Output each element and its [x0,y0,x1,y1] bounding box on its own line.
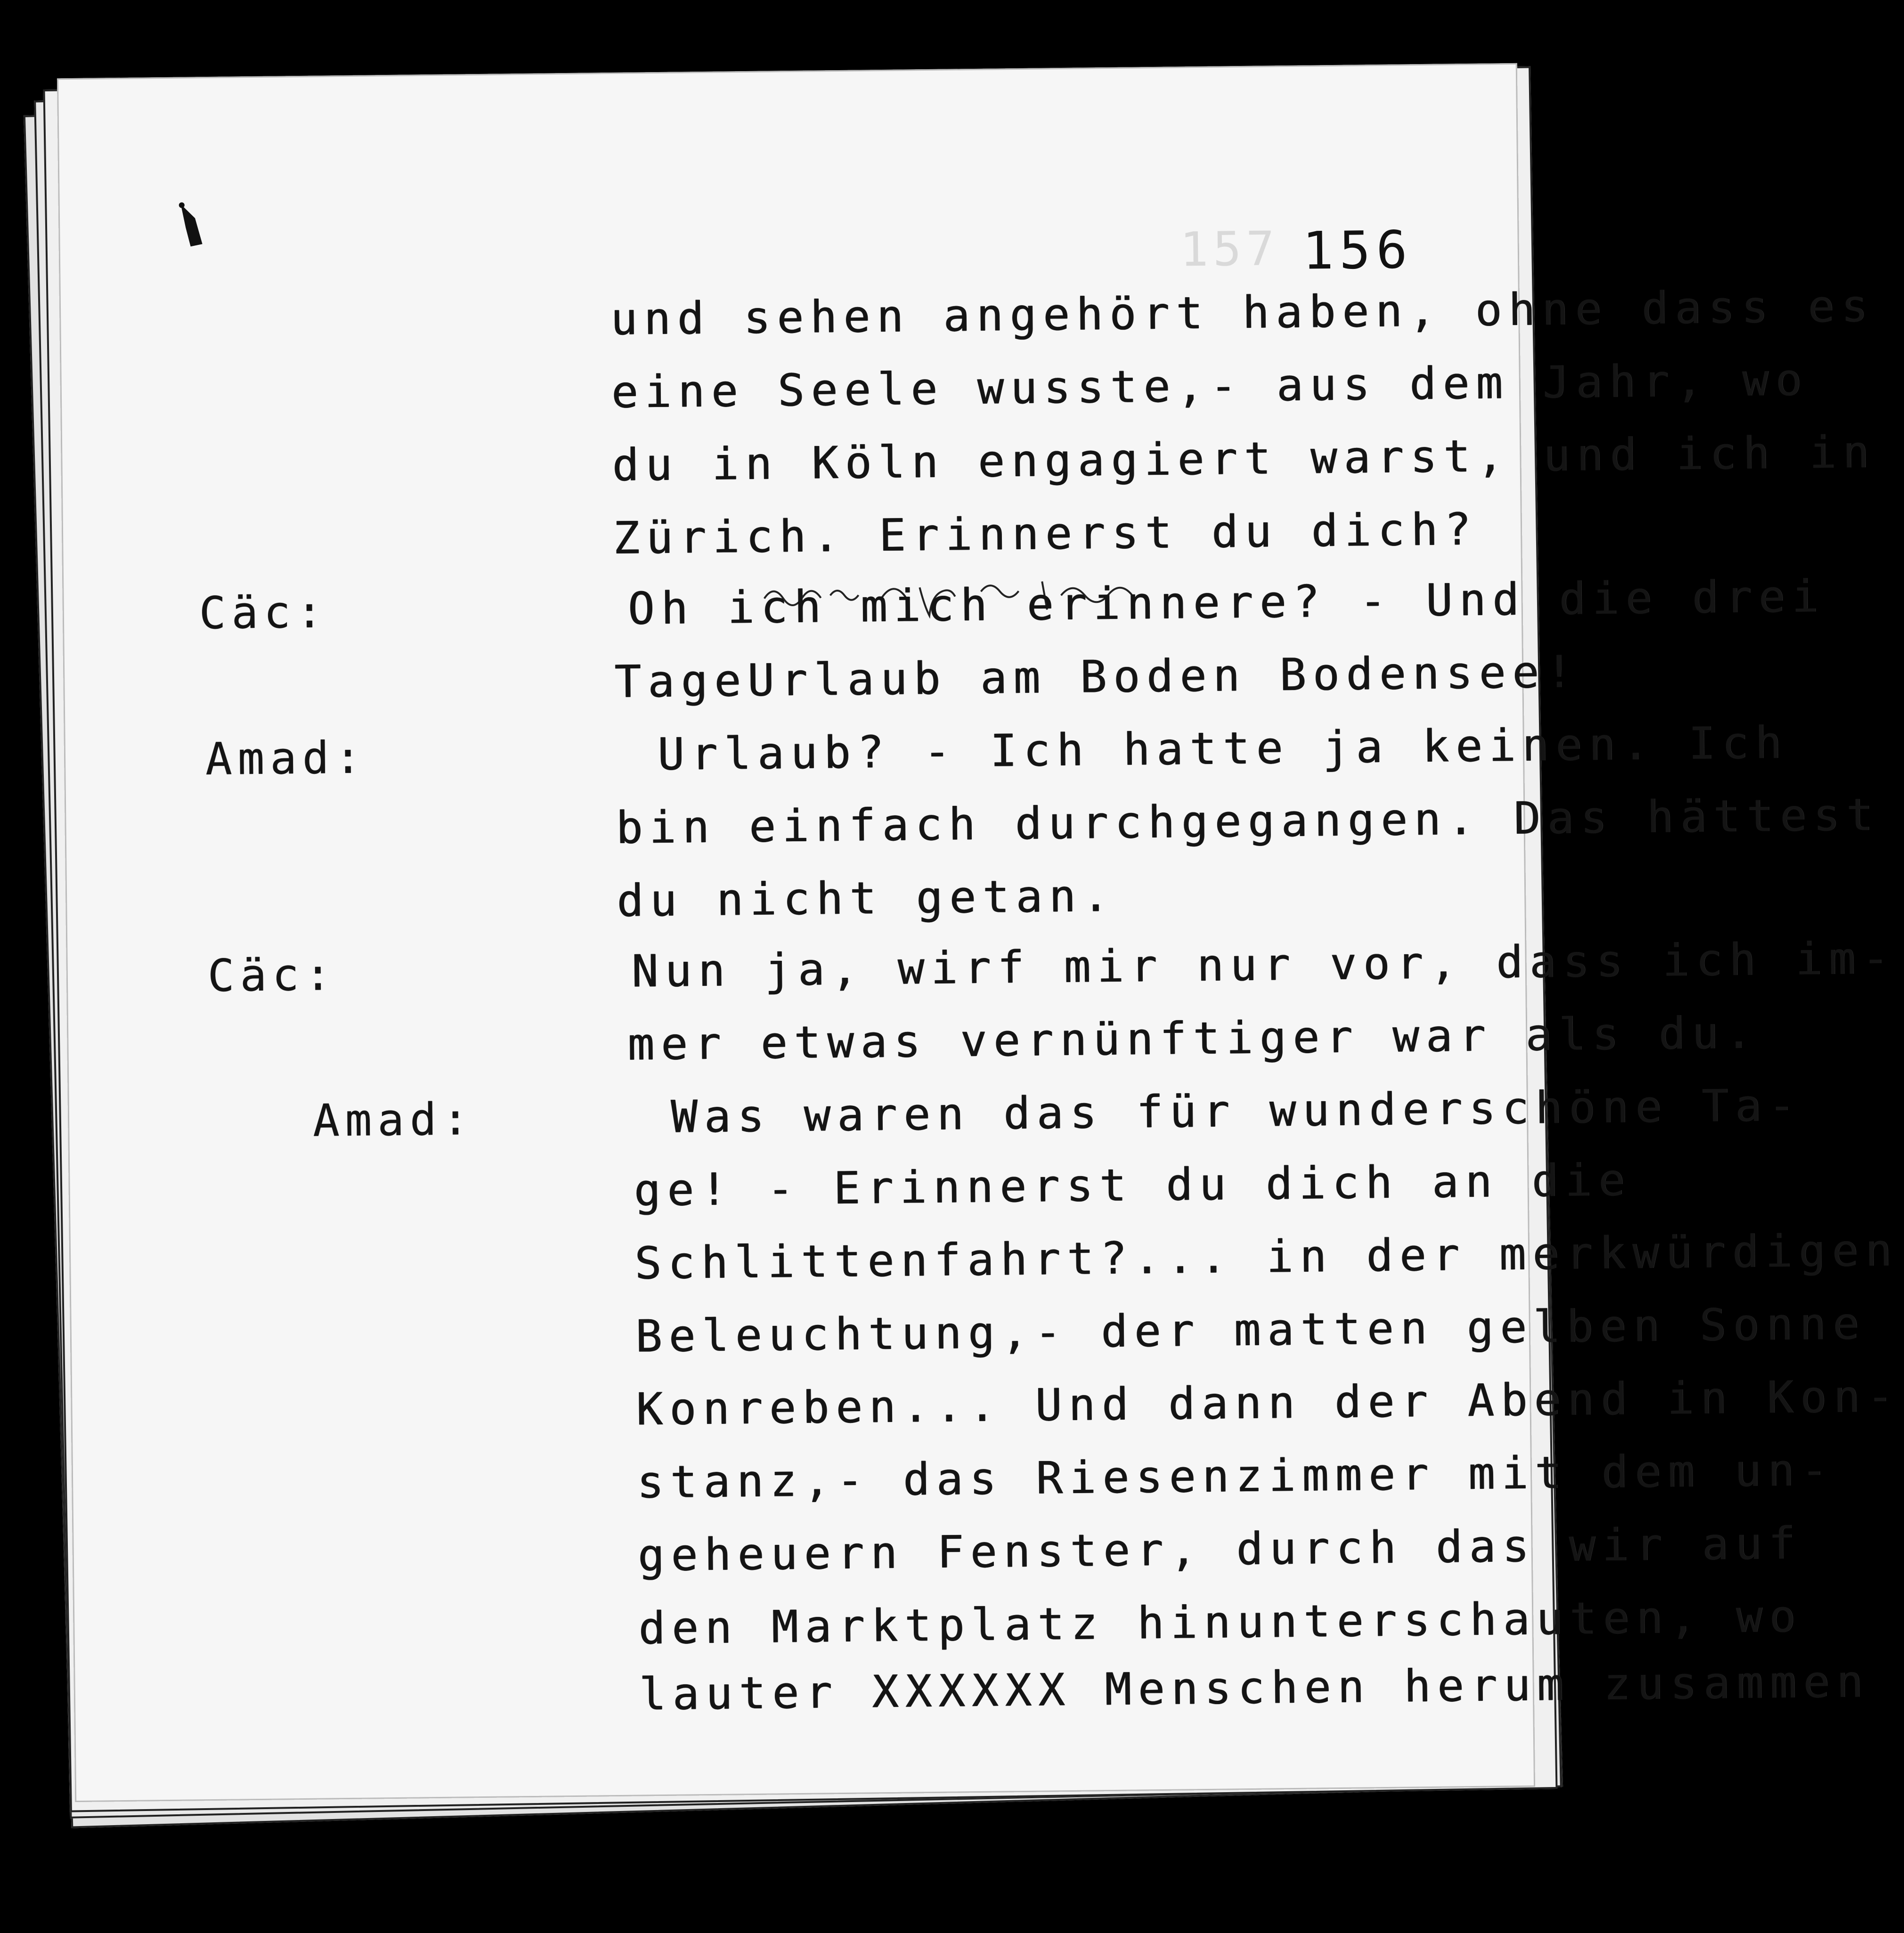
text-line: Urlaub? - Ich hatte ja keinen. Ich [657,717,1789,781]
speaker-label: Amad: [312,1094,475,1147]
text-line: geheuern Fenster, durch das wir auf [637,1518,1802,1582]
text-line: Nun ja, wirf mir nur vor, dass ich im- [631,933,1896,998]
speaker-label: Cäc: [207,949,337,1002]
text-line: Oh ich mich erinnere? - Und die drei [627,571,1825,635]
speaker-label: Cäc: [199,586,329,640]
bleed-through-page-number: 157 [1180,221,1280,277]
text-line: TageUrlaub am Boden Bodensee! [614,646,1579,708]
text-line: stanz,- das Riesenzimmer mit dem un- [636,1444,1834,1509]
text-line: Schlittenfahrt?... in der merkwürdigen [634,1225,1899,1290]
speaker-label: Amad: [205,732,367,786]
text-line: mer etwas vernünftiger war als du. [627,1007,1759,1071]
text-line: lauter XXXXXX Menschen herum zusammen [639,1656,1870,1721]
page-number: 156 [1302,219,1414,281]
text-line: Zürich. Erinnerst du dich? [612,504,1478,565]
text-line: den Marktplatz hinunterschauten, wo [638,1591,1803,1655]
text-line: du nicht getan. [616,870,1116,927]
typewritten-page [57,63,1900,1802]
ink-mark [176,199,210,252]
text-line: bin einfach durchgegangen. Das hättest [616,789,1880,854]
text-line: eine Seele wusste,- aus dem Jahr, wo [611,354,1809,419]
text-line: Was waren das für wunderschöne Ta- [670,1080,1802,1143]
text-line: Beleuchtung,- der matten gelben Sonne [635,1298,1866,1363]
text-line: Konreben... Und dann der Abend in Kon- [636,1371,1900,1436]
text-line: du in Köln engagiert warst, und ich in [612,426,1876,492]
text-line: ge! - Erinnerst du dich an die [634,1154,1632,1217]
text-line: und sehen angehört haben, ohne dass es [610,280,1875,346]
